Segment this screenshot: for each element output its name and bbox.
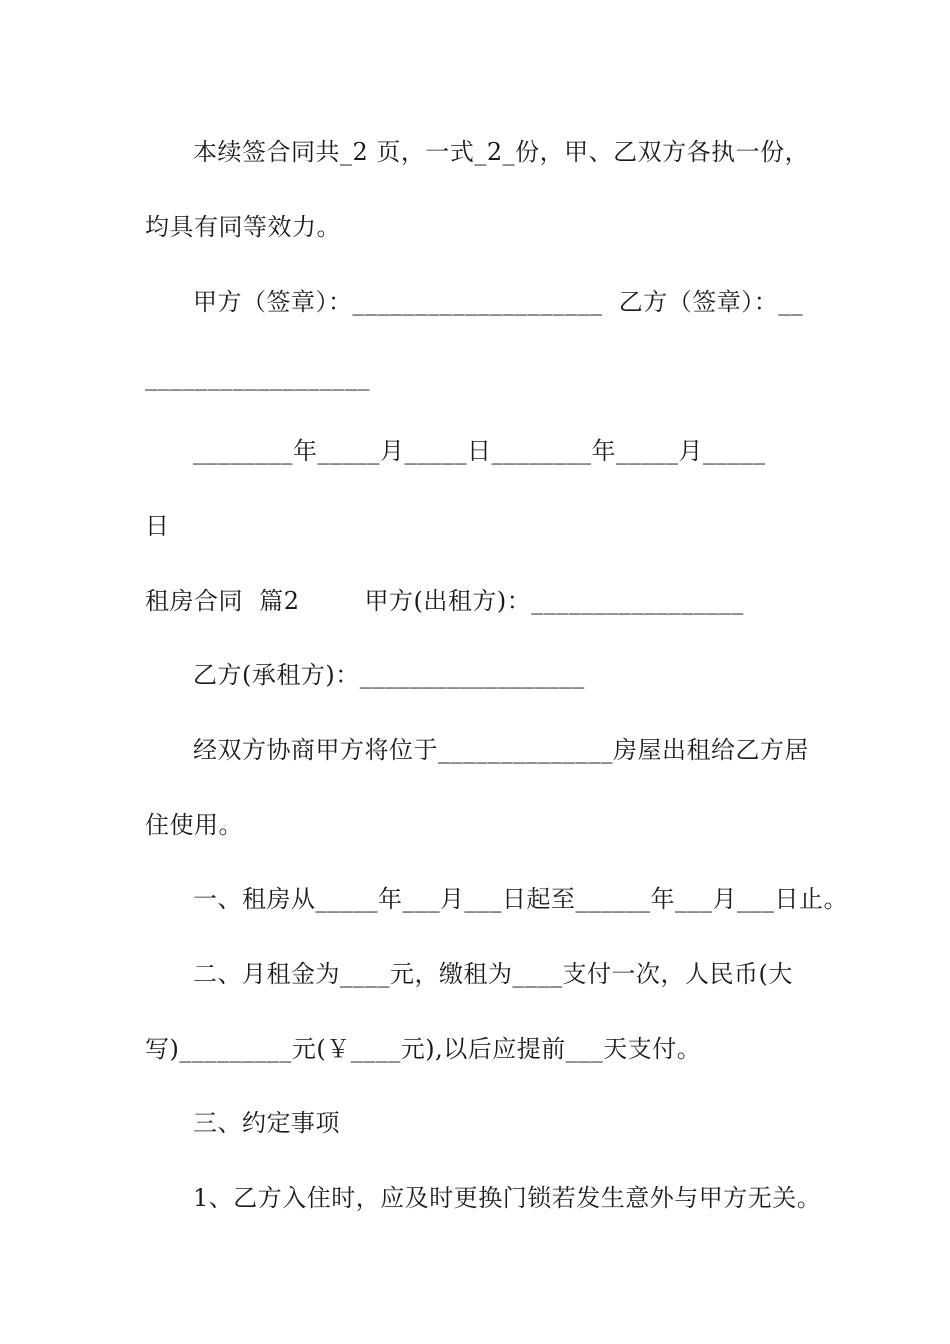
clause-monthly-rent: 二、月租金为____元，缴租为____支付一次，人民币(大: [193, 960, 793, 988]
section-heading-lessor: 租房合同 篇2 甲方(出租方)：_________________: [145, 587, 744, 615]
signature-line: 甲方（签章）：____________________ 乙方（签章）：__: [193, 288, 804, 316]
contract-validity-text: 均具有同等效力。: [145, 213, 341, 241]
date-line: ________年_____月_____日________年_____月_____: [193, 437, 766, 465]
property-location-continued: 住使用。: [145, 811, 243, 839]
property-location-text: 经双方协商甲方将位于______________房屋出租给乙方居: [193, 736, 809, 764]
date-line-continued: 日: [145, 512, 170, 540]
signature-line-continued: __________________: [145, 363, 370, 391]
lessee-line: 乙方(承租方)：__________________: [193, 661, 585, 689]
contract-copies-text: 本续签合同共_2 页，一式_2_份，甲、乙双方各执一份，: [193, 138, 810, 166]
clause-rental-period: 一、租房从_____年___月___日起至______年___月___日止。: [193, 885, 848, 913]
clause-agreed-matters-heading: 三、约定事项: [193, 1109, 340, 1137]
agreed-matter-item-1: 1、乙方入住时，应及时更换门锁若发生意外与甲方无关。: [193, 1184, 822, 1212]
clause-monthly-rent-continued: 写)_________元(￥____元),以后应提前___天支付。: [145, 1035, 702, 1063]
